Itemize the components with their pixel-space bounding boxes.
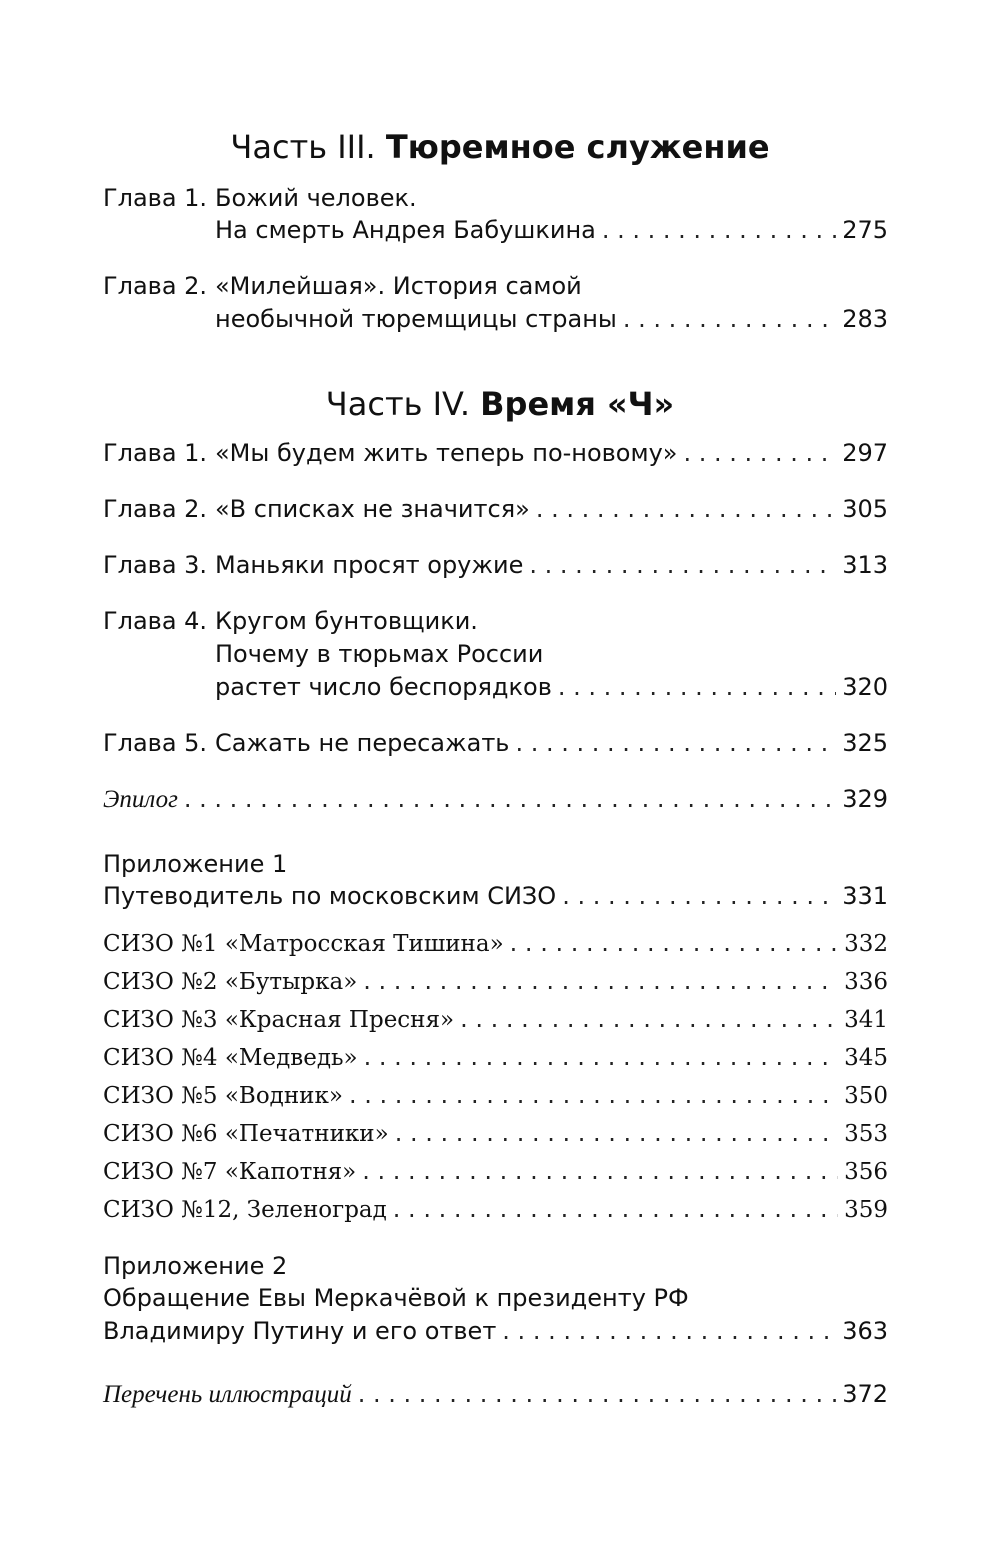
dot-leader — [393, 1193, 838, 1225]
page-number: 345 — [844, 1045, 888, 1071]
page-number: 313 — [842, 551, 888, 579]
toc-entry[interactable] — [103, 605, 888, 637]
page-number: 283 — [842, 305, 888, 333]
toc-subentry[interactable] — [103, 965, 888, 998]
toc-entry[interactable] — [103, 727, 888, 759]
part-4-title: Время «Ч» — [480, 385, 675, 423]
appendix-title: Путеводитель по московским СИЗО — [103, 882, 557, 910]
subentry-title: СИЗО №1 «Матросская Тишина» — [103, 931, 504, 957]
part-3-heading — [0, 127, 1000, 167]
subentry-title: СИЗО №6 «Печатники» — [103, 1121, 389, 1147]
toc-entry[interactable] — [103, 437, 888, 469]
dot-leader — [529, 549, 836, 581]
toc-entry[interactable] — [103, 549, 888, 581]
toc-subentry[interactable] — [103, 1155, 888, 1188]
subentry-title: СИЗО №4 «Медведь» — [103, 1045, 358, 1071]
toc-entry-continuation[interactable] — [215, 214, 888, 246]
chapter-title: Кругом бунтовщики. — [215, 607, 478, 635]
dot-leader — [683, 437, 836, 469]
toc-subentry[interactable] — [103, 927, 888, 960]
dot-leader — [358, 1378, 836, 1410]
appendix-label: Приложение 2 — [103, 1252, 288, 1280]
page-number: 331 — [842, 882, 888, 910]
subentry-title: СИЗО №5 «Водник» — [103, 1083, 343, 1109]
part-4-prefix: Часть IV. — [325, 385, 470, 423]
appendix-title: Обращение Евы Меркачёвой к президенту РФ — [103, 1284, 689, 1312]
chapter-title: На смерть Андрея Бабушкина — [215, 216, 596, 244]
toc-subentry[interactable] — [103, 1079, 888, 1112]
appendix-title: Владимиру Путину и его ответ — [103, 1317, 497, 1345]
subentry-title: СИЗО №3 «Красная Пресня» — [103, 1007, 455, 1033]
page-number: 336 — [844, 969, 888, 995]
epilogue-title: Эпилог — [103, 786, 178, 813]
page-number: 350 — [844, 1083, 888, 1109]
toc-subentry[interactable] — [103, 1041, 888, 1074]
page-number: 332 — [844, 931, 888, 957]
subentry-title: СИЗО №2 «Бутырка» — [103, 969, 358, 995]
toc-entry-appendix-2-continuation[interactable] — [103, 1315, 888, 1347]
chapter-label: Глава 2. — [103, 495, 208, 523]
dot-leader — [510, 927, 838, 959]
toc-subentry[interactable] — [103, 1117, 888, 1150]
page-number: 320 — [842, 673, 888, 701]
dot-leader — [515, 727, 836, 759]
dot-leader — [395, 1117, 838, 1149]
part-3-title: Тюремное служение — [385, 128, 770, 166]
chapter-label: Глава 4. — [103, 607, 208, 635]
chapter-title: «Мы будем жить теперь по-новому» — [215, 439, 678, 467]
chapter-title: растет число беспорядков — [215, 673, 552, 701]
part-3-prefix: Часть III. — [230, 128, 376, 166]
page-number: 356 — [844, 1159, 888, 1185]
page-number: 372 — [842, 1380, 888, 1408]
page-number: 363 — [842, 1317, 888, 1345]
chapter-title: Сажать не пересажать — [215, 729, 510, 757]
toc-entry[interactable] — [103, 493, 888, 525]
appendix-2-heading — [103, 1250, 888, 1282]
page-number: 353 — [844, 1121, 888, 1147]
dot-leader — [623, 303, 836, 335]
illustrations-title: Перечень иллюстраций — [103, 1381, 352, 1408]
toc-entry-appendix-1[interactable] — [103, 880, 888, 912]
toc-entry-continuation[interactable] — [215, 671, 888, 703]
dot-leader — [363, 965, 838, 997]
page-number: 305 — [842, 495, 888, 523]
page-number: 341 — [844, 1007, 888, 1033]
dot-leader — [502, 1315, 836, 1347]
toc-entry-illustrations[interactable] — [103, 1378, 888, 1411]
page-number: 359 — [844, 1197, 888, 1223]
chapter-title: Маньяки просят оружие — [215, 551, 524, 579]
page-number: 325 — [842, 729, 888, 757]
toc-entry-continuation[interactable] — [215, 638, 888, 670]
chapter-label: Глава 2. — [103, 272, 208, 300]
dot-leader — [536, 493, 836, 525]
page-number: 297 — [842, 439, 888, 467]
page-number: 329 — [842, 785, 888, 813]
chapter-title: Божий человек. — [215, 184, 417, 212]
toc-entry-continuation[interactable] — [215, 303, 888, 335]
dot-leader — [460, 1003, 838, 1035]
dot-leader — [562, 880, 836, 912]
dot-leader — [602, 214, 836, 246]
chapter-label: Глава 3. — [103, 551, 208, 579]
dot-leader — [349, 1079, 838, 1111]
chapter-label: Глава 5. — [103, 729, 208, 757]
chapter-title: «Милейшая». История самой — [215, 272, 582, 300]
chapter-label: Глава 1. — [103, 184, 208, 212]
subentry-title: СИЗО №12, Зеленоград — [103, 1197, 387, 1223]
toc-subentry[interactable] — [103, 1193, 888, 1226]
dot-leader — [364, 1041, 839, 1073]
part-4-heading — [0, 384, 1000, 424]
dot-leader — [184, 783, 836, 815]
toc-subentry[interactable] — [103, 1003, 888, 1036]
toc-entry-epilogue[interactable] — [103, 783, 888, 816]
toc-entry[interactable] — [103, 270, 888, 302]
dot-leader — [362, 1155, 838, 1187]
toc-entry[interactable] — [103, 182, 888, 214]
appendix-label: Приложение 1 — [103, 850, 288, 878]
chapter-title: «В списках не значится» — [215, 495, 530, 523]
dot-leader — [558, 671, 836, 703]
subentry-title: СИЗО №7 «Капотня» — [103, 1159, 357, 1185]
page-number: 275 — [842, 216, 888, 244]
chapter-title: необычной тюремщицы страны — [215, 305, 617, 333]
toc-entry-appendix-2[interactable] — [103, 1282, 888, 1314]
chapter-title: Почему в тюрьмах России — [215, 640, 544, 668]
chapter-label: Глава 1. — [103, 439, 208, 467]
appendix-1-heading — [103, 848, 888, 880]
